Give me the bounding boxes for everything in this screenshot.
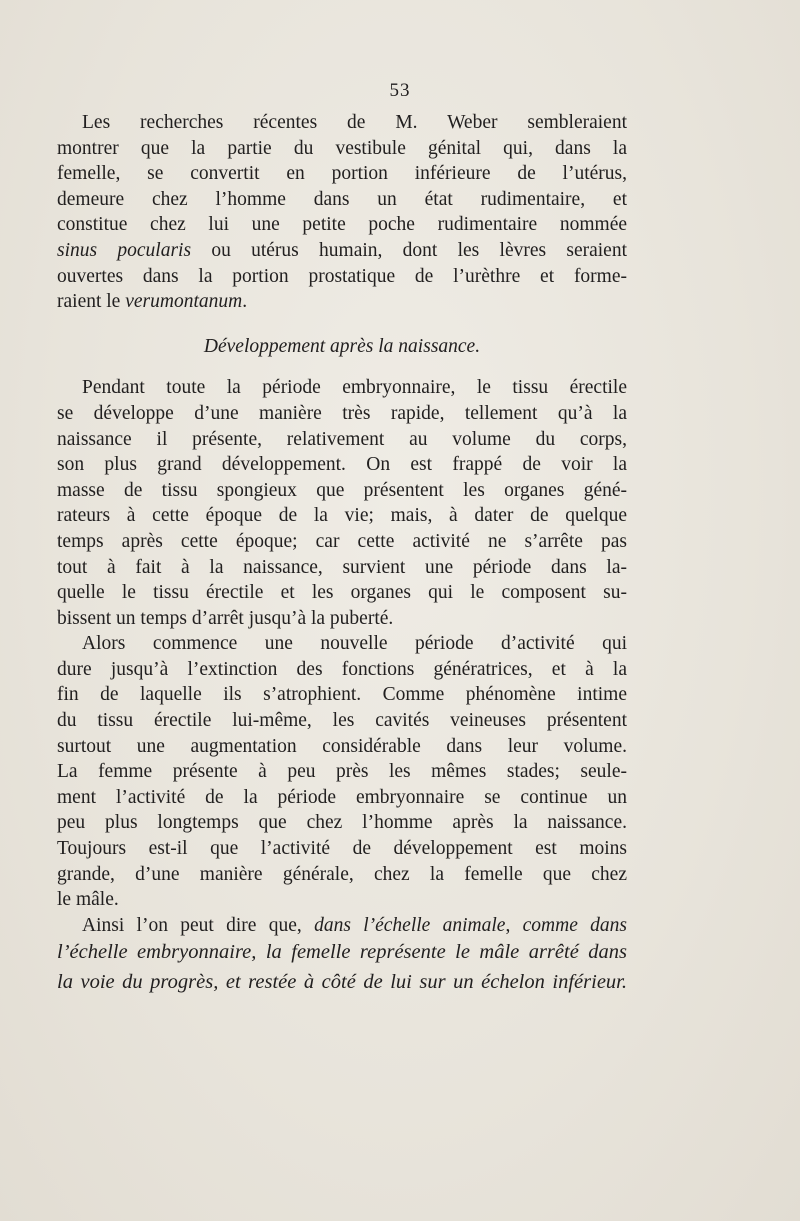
text-line: Pendant toute la période embryonnaire, le tissu érectile bbox=[82, 377, 627, 399]
text-line: demeure chez l’homme dans un état rudimentaire, et bbox=[57, 188, 627, 210]
text-line: montrer que la partie du vestibule génital qui, dans la bbox=[57, 137, 627, 159]
page-body bbox=[57, 110, 627, 996]
text-fragment: ou utérus humain, dont les lèvres seraient bbox=[191, 239, 628, 261]
text-line: ment l’activité de la période embryonnaire se continue un bbox=[57, 786, 627, 808]
text-fragment: . bbox=[242, 291, 248, 313]
text-fragment: raient le bbox=[57, 291, 126, 313]
text-line-emphasis: la voie du progrès, et restée à côté de lui sur un échelon inférieur. bbox=[57, 971, 627, 993]
text-line: surtout une augmentation considérable dans leur volume. bbox=[57, 735, 627, 757]
text-fragment: Ainsi l’on peut dire que, bbox=[82, 914, 315, 936]
paragraph-weber bbox=[57, 110, 627, 315]
term-verumontanum: verumontanum bbox=[125, 291, 243, 313]
term-sinus-pocularis: sinus pocularis bbox=[57, 239, 192, 261]
text-line: La femme présente à peu près les mêmes stades; seule- bbox=[57, 761, 627, 783]
text-fragment: , bbox=[505, 914, 523, 936]
text-line bbox=[57, 238, 627, 264]
text-line: rateurs à cette époque de la vie; mais, à dater de quelque bbox=[57, 505, 627, 527]
emphasis-echelle-animale: dans l’échelle animale bbox=[314, 914, 506, 936]
text-line: dure jusqu’à l’extinction des fonctions génératrices, et à la bbox=[57, 658, 627, 680]
text-line: tout à fait à la naissance, survient une période dans la- bbox=[57, 556, 627, 578]
text-line: ouvertes dans la portion prostatique de l’urèthre et forme- bbox=[57, 265, 627, 287]
text-line: bissent un temps d’arrêt jusqu’à la puberté. bbox=[57, 607, 394, 629]
text-line: se développe d’une manière très rapide, tellement qu’à la bbox=[57, 402, 627, 424]
text-line: son plus grand développement. On est frappé de voir la bbox=[57, 454, 627, 476]
text-line: fin de laquelle ils s’atrophient. Comme phénomène intime bbox=[57, 684, 627, 706]
text-line: le mâle. bbox=[57, 889, 119, 911]
page-number: 53 bbox=[389, 80, 411, 101]
text-line: Les recherches récentes de M. Weber sembleraient bbox=[82, 112, 627, 133]
text-line: quelle le tissu érectile et les organes qui le composent su- bbox=[57, 582, 627, 604]
section-heading: Développement après la naissance. bbox=[203, 335, 481, 357]
text-line: naissance il présente, relativement au volume du corps, bbox=[57, 428, 627, 450]
text-line: Toujours est-il que l’activité de développement est moins bbox=[57, 838, 627, 860]
emphasis-comme-dans: comme dans bbox=[522, 914, 627, 936]
text-line: femelle, se convertit en portion inférieure de l’utérus, bbox=[57, 163, 627, 185]
text-line: masse de tissu spongieux que présentent les organes géné- bbox=[57, 479, 627, 501]
text-line-emphasis: l’échelle embryonnaire, la femelle représente le mâle arrêté dans bbox=[57, 941, 627, 964]
paragraph-puberty bbox=[57, 631, 627, 913]
text-line: Alors commence une nouvelle période d’activité qui bbox=[82, 633, 627, 655]
text-line: temps après cette époque; car cette activité ne s’arrête pas bbox=[57, 530, 627, 552]
paragraph-development bbox=[57, 375, 627, 631]
text-line: grande, d’une manière générale, chez la femelle que chez bbox=[57, 863, 627, 885]
text-line: du tissu érectile lui-même, les cavités veineuses présentent bbox=[57, 710, 627, 732]
text-line: peu plus longtemps que chez l’homme après la naissance. bbox=[57, 812, 627, 834]
paragraph-conclusion bbox=[57, 913, 627, 996]
text-line bbox=[57, 913, 627, 939]
text-line: constitue chez lui une petite poche rudimentaire nommée bbox=[57, 214, 627, 236]
text-line bbox=[57, 289, 627, 315]
